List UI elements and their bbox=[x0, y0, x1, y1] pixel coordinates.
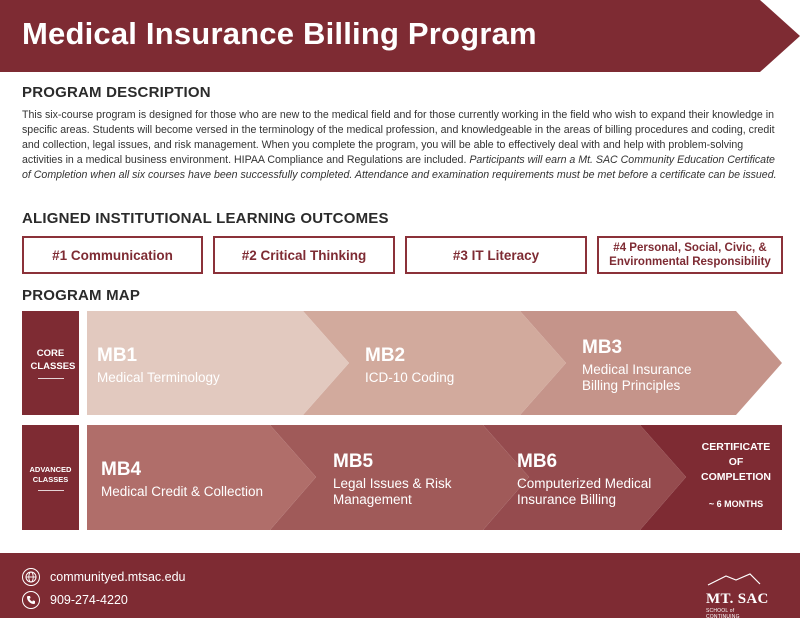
page-title: Medical Insurance Billing Program bbox=[22, 16, 537, 51]
outcomes-heading: ALIGNED INSTITUTIONAL LEARNING OUTCOMES bbox=[22, 210, 389, 227]
outcome-critical-thinking: #2 Critical Thinking bbox=[213, 236, 395, 274]
core-classes-label: CORE CLASSES bbox=[22, 311, 79, 415]
course-code: MB4 bbox=[101, 459, 142, 480]
course-code: MB2 bbox=[365, 345, 406, 366]
program-map-heading: PROGRAM MAP bbox=[22, 287, 141, 304]
course-name: Medical Insurance Billing Principles bbox=[582, 362, 692, 393]
phone-text[interactable]: 909-274-4220 bbox=[50, 593, 128, 607]
website-link[interactable] bbox=[22, 568, 185, 586]
course-name: ICD-10 Coding bbox=[365, 370, 455, 385]
mt-sac-logo bbox=[706, 572, 786, 626]
website-text[interactable]: communityed.mtsac.edu bbox=[50, 570, 186, 584]
course-name: Computerized Medical Insurance Billing bbox=[517, 476, 652, 507]
globe-icon bbox=[22, 568, 40, 586]
mountain-icon bbox=[706, 572, 762, 586]
logo-text: MT. SAC bbox=[706, 591, 769, 607]
course-code: MB1 bbox=[97, 345, 138, 366]
course-code: MB6 bbox=[517, 451, 558, 472]
outcome-it-literacy: #3 IT Literacy bbox=[405, 236, 587, 274]
course-code: MB3 bbox=[582, 337, 623, 358]
course-mb5 bbox=[333, 451, 478, 508]
course-mb4 bbox=[101, 459, 263, 500]
course-mb6 bbox=[517, 451, 662, 508]
certificate-note: Participants will earn a Mt. SAC Community Education Certificate of Completion when all six courses have been successfully completed. Attendance and examination requirements must be met before a certificate can be issued. bbox=[22, 153, 777, 181]
course-name: Legal Issues & Risk Management bbox=[333, 476, 452, 507]
certificate-of-completion bbox=[690, 440, 782, 509]
course-mb2 bbox=[365, 345, 454, 386]
course-name: Medical Terminology bbox=[97, 370, 220, 385]
advanced-classes-label: ADVANCED CLASSES bbox=[22, 425, 79, 530]
description-body: This six-course program is designed for those who are new to the medical field and for those currently working in the field who wish to expand their knowledge in specific areas. Students will become versed in the terminology of the medical profession, and knowledgeable in the areas of billing procedures and coding, credit and collection, legal issues, and risk management. When you complete the program, you will be able to effectively deal with and help with problem-solving activities in a medical business environment. HIPAA Compliance and Regulations are included. bbox=[22, 109, 775, 166]
outcome-personal-social: #4 Personal, Social, Civic, & Environmental Responsibility bbox=[597, 236, 783, 274]
course-mb1 bbox=[97, 345, 220, 386]
phone-link[interactable] bbox=[22, 591, 128, 609]
phone-icon bbox=[22, 591, 40, 609]
certificate-title: CERTIFICATE OF COMPLETION bbox=[701, 441, 771, 483]
outcome-communication: #1 Communication bbox=[22, 236, 203, 274]
course-code: MB5 bbox=[333, 451, 374, 472]
course-name: Medical Credit & Collection bbox=[101, 484, 264, 499]
logo-subtext: SCHOOL of CONTINUING EDUCATION bbox=[706, 608, 740, 626]
program-description-heading: PROGRAM DESCRIPTION bbox=[22, 84, 211, 101]
course-mb3 bbox=[582, 337, 722, 394]
certificate-duration: ~ 6 MONTHS bbox=[708, 499, 764, 509]
